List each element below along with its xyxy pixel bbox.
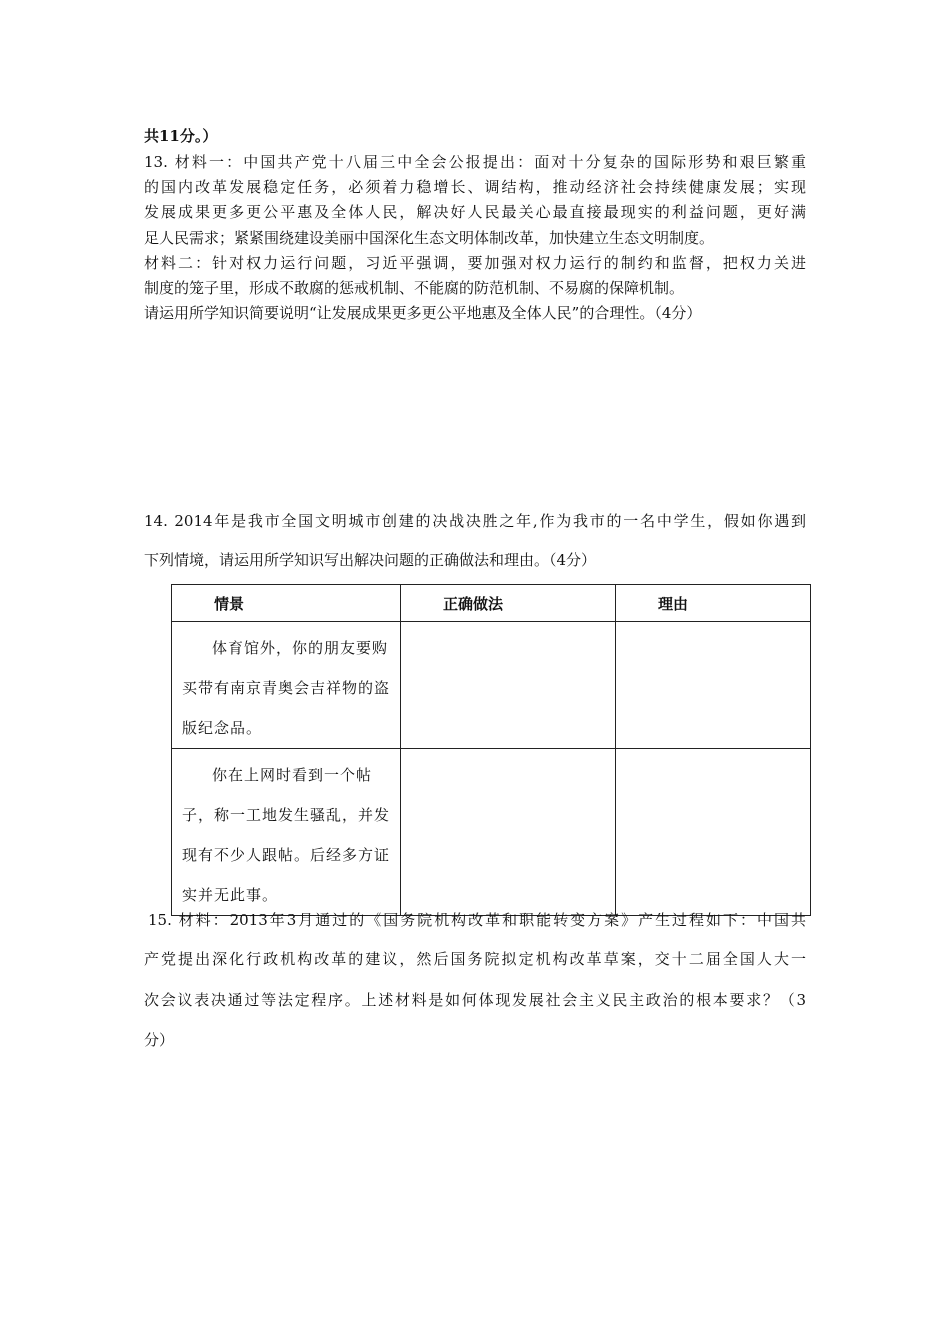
q13-line-2: 的国内改革发展稳定任务，必须着力稳增长、调结构，推动经济社会持续健康发展；实现 — [144, 178, 806, 196]
scenario-cell: 你在上网时看到一个帖子，称一工地发生骚乱，并发现有不少人跟帖。后经多方证实并无此事。 — [172, 749, 401, 916]
q13-line-5: 材料二：针对权力运行问题，习近平强调，要加强对权力运行的制约和监督，把权力关进 — [144, 254, 806, 272]
q15-line-4: 分） — [144, 1031, 175, 1049]
q14-line-2: 下列情境，请运用所学知识写出解决问题的正确做法和理由。（4分） — [144, 551, 597, 569]
q12-tail: 共11分。） — [144, 127, 218, 145]
scenario-cell: 体育馆外，你的朋友要购买带有南京青奥会吉祥物的盗版纪念品。 — [172, 622, 401, 749]
q14-line-1: 14. 2014年是我市全国文明城市创建的决战决胜之年,作为我市的一名中学生，假如你遇到 — [144, 512, 806, 530]
scenario-table — [171, 584, 811, 916]
header-scenario: 情景 — [172, 585, 401, 622]
reason-cell[interactable] — [616, 622, 811, 749]
q13-line-7: 请运用所学知识简要说明“让发展成果更多更公平地惠及全体人民”的合理性。（4分） — [144, 304, 702, 322]
q13-line-6: 制度的笼子里，形成不敢腐的惩戒机制、不能腐的防范机制、不易腐的保障机制。 — [144, 279, 685, 297]
practice-cell[interactable] — [401, 622, 616, 749]
table-header-row — [172, 585, 811, 622]
header-practice: 正确做法 — [401, 585, 616, 622]
q13-line-4: 足人民需求；紧紧围绕建设美丽中国深化生态文明体制改革，加快建立生态文明制度。 — [144, 229, 715, 247]
q13-line-3: 发展成果更多更公平惠及全体人民，解决好人民最关心最直接最现实的利益问题，更好满 — [144, 203, 806, 221]
q15-line-2: 产党提出深化行政机构改革的建议，然后国务院拟定机构改革草案，交十二届全国人大一 — [144, 950, 806, 968]
table-row — [172, 622, 811, 749]
q13-line-1: 13. 材料一：中国共产党十八届三中全会公报提出：面对十分复杂的国际形势和艰巨繁重 — [144, 153, 806, 171]
header-reason: 理由 — [616, 585, 811, 622]
q15-line-3: 次会议表决通过等法定程序。上述材料是如何体现发展社会主义民主政治的根本要求？（3 — [144, 991, 806, 1009]
table-row — [172, 749, 811, 916]
practice-cell[interactable] — [401, 749, 616, 916]
q15-line-1: 15. 材料：2013年3月通过的《国务院机构改革和职能转变方案》产生过程如下：中国共 — [148, 911, 806, 929]
reason-cell[interactable] — [616, 749, 811, 916]
